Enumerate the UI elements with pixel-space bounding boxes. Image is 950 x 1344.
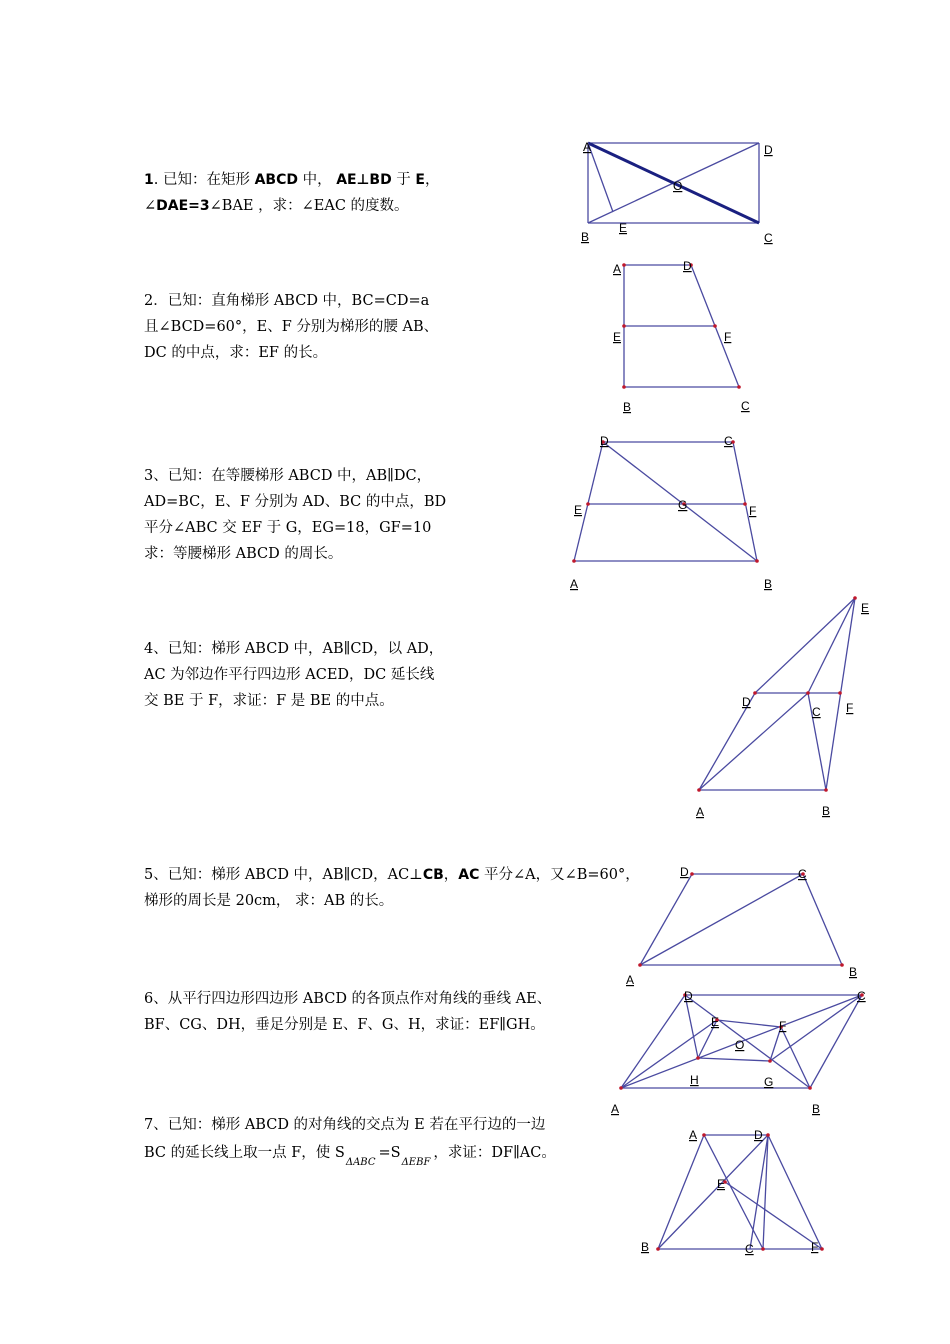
- fig3-side-da: [574, 442, 603, 561]
- figure-3-isosceles-trapezoid: [560, 430, 780, 595]
- problem-1-line-1-segment: 于: [391, 172, 416, 188]
- problem-5-line-1-segment: ，: [443, 867, 459, 883]
- fig6-diagonal-bd: [685, 995, 810, 1088]
- fig6-side-da: [621, 995, 685, 1088]
- problem-3-line-3: 平分∠ABC 交 EF 于 G，EG=18，GF=10: [144, 520, 432, 536]
- fig2-label-d: D: [683, 259, 692, 273]
- fig3-label-a: A: [570, 577, 579, 591]
- problem-4-text: [144, 636, 443, 714]
- problem-5-line-1-segment: CB: [422, 867, 444, 883]
- fig1-label-d: D: [764, 143, 773, 157]
- problem-4-line-1: 4、已知：梯形 ABCD 中，AB∥CD，以 AD，: [144, 641, 444, 657]
- fig5-label-b: B: [849, 965, 858, 979]
- problem-7-line-2-pre: BC 的延长线上取一点 F，使 S: [144, 1145, 345, 1161]
- fig7-label-d: D: [754, 1128, 763, 1142]
- problem-1-line-1-segment: . 已知：在矩形: [153, 172, 255, 188]
- fig7-label-e: E: [717, 1177, 726, 1191]
- fig3-side-cb: [733, 442, 757, 561]
- fig2-label-b: B: [623, 400, 632, 414]
- fig3-label-d: D: [600, 434, 609, 448]
- problem-7-text: [144, 1111, 556, 1169]
- fig1-label-e: E: [619, 221, 628, 235]
- figure-1-rectangle: [570, 135, 790, 250]
- fig6-label-h: H: [690, 1073, 699, 1087]
- fig6-label-b: B: [812, 1102, 821, 1116]
- problem-1-line-2-segment: ∠: [144, 198, 157, 214]
- fig1-label-b: B: [581, 230, 590, 244]
- fig6-label-a: A: [611, 1102, 620, 1116]
- problem-1-line-1-segment: ABCD: [254, 172, 298, 188]
- fig7-side-df: [768, 1135, 822, 1249]
- fig5-label-c: C: [798, 867, 807, 881]
- problem-2-text: [144, 288, 438, 366]
- problem-5-text: [144, 862, 640, 914]
- fig4-label-b: B: [822, 804, 831, 818]
- fig6-perp-ae: [621, 1020, 717, 1088]
- fig4-segment-ac: [699, 693, 808, 790]
- fig6-label-e: E: [711, 1015, 720, 1029]
- fig2-label-a: A: [613, 262, 622, 276]
- fig2-label-e: E: [613, 330, 622, 344]
- figure-7-trapezoid: [635, 1125, 835, 1260]
- problem-6-line-2: BF、CG、DH，垂足分别是 E、F、G、H，求证：EF∥GH。: [144, 1017, 545, 1033]
- fig7-label-f: F: [811, 1240, 819, 1254]
- fig2-label-c: C: [741, 399, 750, 413]
- fig1-label-c: C: [764, 231, 773, 245]
- fig5-side-da: [640, 874, 692, 965]
- fig7-label-c: C: [745, 1242, 754, 1256]
- figure-2-right-trapezoid: [605, 255, 765, 420]
- fig3-label-g: G: [678, 498, 688, 512]
- fig4-label-c: C: [812, 705, 821, 719]
- fig7-side-ab: [658, 1135, 704, 1249]
- fig4-segment-de: [755, 598, 855, 693]
- fig6-label-f: F: [779, 1019, 787, 1033]
- figure-6-parallelogram: [600, 985, 875, 1120]
- fig3-label-b: B: [764, 577, 773, 591]
- problem-3-line-1: 3、已知：在等腰梯形 ABCD 中，AB∥DC，: [144, 468, 432, 484]
- problem-5-line-1: [144, 862, 640, 888]
- problem-1-line-2: [144, 193, 440, 219]
- fig6-label-c: C: [857, 989, 866, 1003]
- fig1-label-a: A: [583, 140, 592, 154]
- fig6-segment-gh: [698, 1058, 770, 1061]
- fig4-label-f: F: [846, 701, 854, 715]
- problem-1-line-2-segment: DAE=3: [156, 198, 210, 214]
- problem-7-line-1: 7、已知：梯形 ABCD 的对角线的交点为 E 若在平行边的一边: [144, 1117, 546, 1133]
- problem-2-line-2: 且∠BCD=60°，E、F 分别为梯形的腰 AB、: [144, 319, 439, 335]
- problem-1-text: [144, 167, 440, 219]
- problem-1-line-1: [144, 167, 440, 193]
- problem-3-line-4: 求：等腰梯形 ABCD 的周长。: [144, 546, 343, 562]
- figure-4-trapezoid-parallelogram: [680, 590, 880, 825]
- problem-1-line-2-segment: ∠BAE ，求：∠EAC 的度数。: [209, 198, 409, 214]
- fig5-segment-ac: [640, 874, 803, 965]
- fig3-label-f: F: [749, 504, 757, 518]
- fig7-label-b: B: [641, 1240, 650, 1254]
- fig5-side-cb: [803, 874, 842, 965]
- fig6-label-d: D: [684, 989, 693, 1003]
- problem-3-line-2: AD=BC，E、F 分别为 AD、BC 的中点，BD: [144, 494, 447, 510]
- problem-6-text: [144, 986, 551, 1038]
- fig5-label-d: D: [680, 865, 689, 879]
- problem-1-line-1-segment: AE⊥BD: [336, 172, 392, 188]
- problem-7-line-2-post: ，求证：DF∥AC。: [433, 1145, 556, 1161]
- problem-7-subscript-ebf: ΔEBF: [401, 1157, 431, 1168]
- fig3-label-e: E: [574, 503, 583, 517]
- fig3-label-c: C: [724, 434, 733, 448]
- fig6-label-g: G: [764, 1075, 774, 1089]
- problem-5-line-1-segment: 平分∠A，又∠B=60°，: [479, 867, 640, 883]
- fig7-segment-ef: [725, 1182, 822, 1249]
- problem-2-line-3: DC 的中点，求：EF 的长。: [144, 345, 328, 361]
- fig1-label-o: O: [673, 179, 683, 193]
- fig6-perp-dh: [685, 995, 698, 1058]
- problem-5-line-2: 梯形的周长是 20cm， 求：AB 的长。: [144, 893, 394, 909]
- fig7-label-a: A: [689, 1128, 698, 1142]
- fig4-label-d: D: [742, 695, 751, 709]
- problem-4-line-3: 交 BE 于 F，求证：F 是 BE 的中点。: [144, 693, 394, 709]
- fig5-label-a: A: [626, 973, 635, 987]
- fig2-label-f: F: [724, 330, 732, 344]
- problem-5-line-1-segment: AC: [458, 867, 480, 883]
- problem-6-line-1: 6、从平行四边形四边形 ABCD 的各顶点作对角线的垂线 AE、: [144, 991, 552, 1007]
- problem-1-line-1-segment: 1: [144, 172, 154, 188]
- problem-1-line-1-segment: ，: [425, 172, 440, 188]
- problem-5-line-1-segment: 5、已知：梯形 ABCD 中，AB∥CD，AC⊥: [144, 867, 423, 883]
- fig6-side-cb: [810, 995, 862, 1088]
- fig6-label-o: O: [735, 1038, 745, 1052]
- problem-7-line-2: [144, 1139, 556, 1169]
- fig4-label-a: A: [696, 805, 705, 819]
- problem-7-subscript-abc: ΔABC: [345, 1157, 376, 1168]
- problem-1-line-1-segment: E: [415, 172, 425, 188]
- problem-3-text: [144, 463, 446, 567]
- problem-1-line-1-segment: 中，: [297, 172, 337, 188]
- fig4-label-e: E: [861, 601, 870, 615]
- problem-4-line-2: AC 为邻边作平行四边形 ACED，DC 延长线: [144, 667, 435, 683]
- figure-5-trapezoid: [620, 860, 870, 990]
- problem-7-line-2-mid: =S: [378, 1145, 401, 1161]
- problem-2-line-1: 2．已知：直角梯形 ABCD 中，BC=CD=a: [144, 293, 430, 309]
